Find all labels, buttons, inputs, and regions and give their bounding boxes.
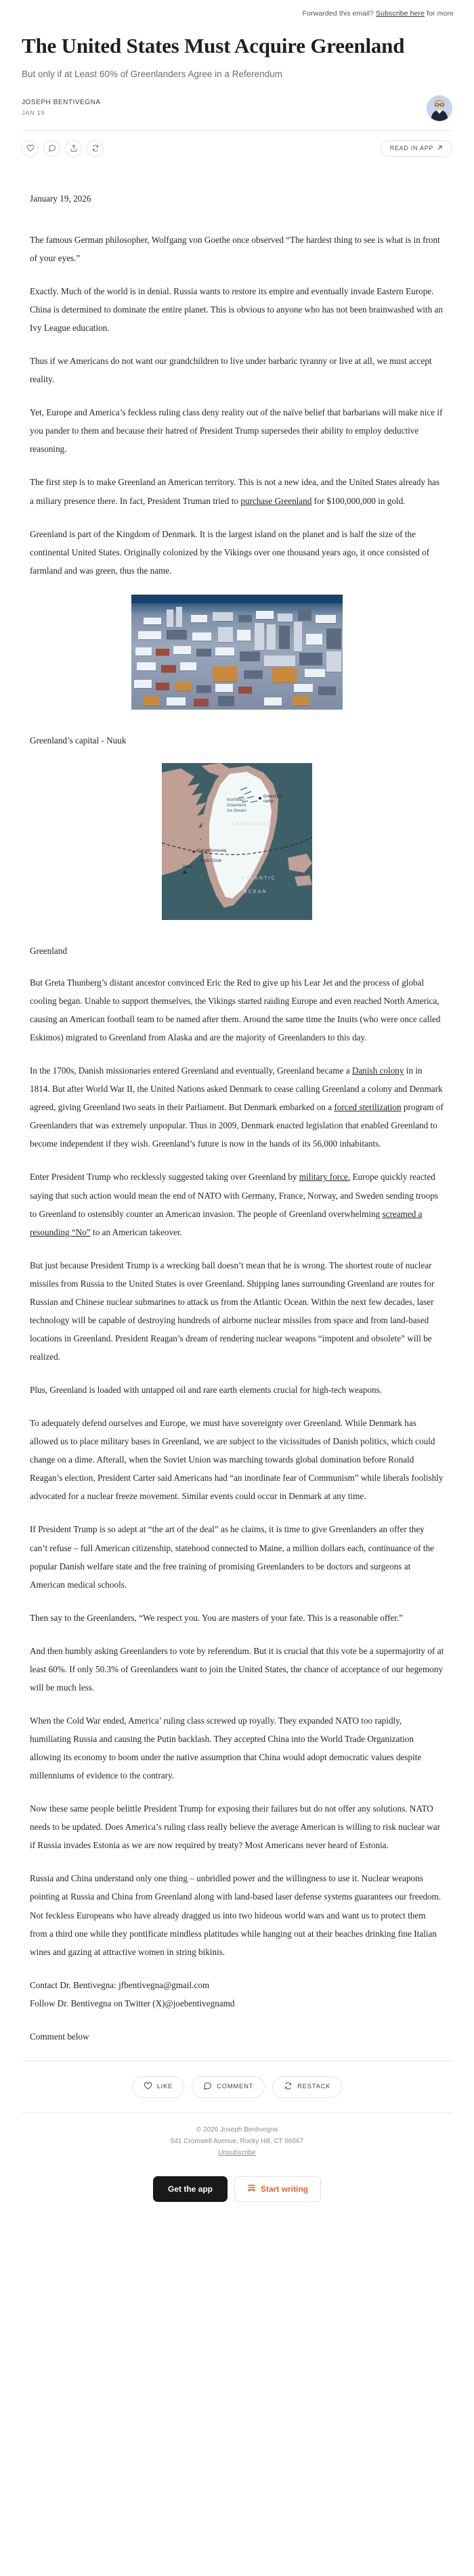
article-body [0, 166, 474, 2046]
colony-text-a: In the 1700s, Danish missionaries entered Greenland and eventually, Greenland became a [30, 1065, 352, 1076]
svg-text:OCEAN: OCEAN [243, 889, 267, 894]
resounding-no-link[interactable]: screamed a resounding “No” [30, 1208, 423, 1237]
svg-text:Arctic Circle: Arctic Circle [200, 858, 222, 863]
svg-text:Ice Stream: Ice Stream [227, 808, 247, 813]
comment-button[interactable] [43, 140, 60, 157]
bottom-like-label: LIKE [156, 2083, 173, 2091]
paragraph-truman [30, 473, 444, 509]
paragraph-referendum: And then humbly asking Greenlanders to vote by referendum. But it is crucial that this vote be a supermajority of at least 60%. If only 50.3% of Greenlanders want to join the United States, the chance of acceptance of our hegemony will be much less. [30, 1645, 444, 1693]
danish-colony-link[interactable]: Danish colony [351, 1065, 404, 1076]
forwarded-prefix: Forwarded this email? [302, 9, 374, 18]
heart-icon [26, 144, 35, 152]
byline [22, 95, 452, 131]
military-force-link[interactable]: military force. [299, 1172, 351, 1182]
restack-button[interactable] [87, 140, 104, 157]
action-bar [0, 131, 474, 166]
paragraph-oil-rare-earth: Plus, Greenland is loaded with untapped oil and rare earth elements crucial for high-tech weapons. [30, 1385, 382, 1396]
paragraph-russia-china: Russia and China understand only one thing – unbridled power and the willingness to use it. Nuclear weapons pointing at Russia and China from Greenland along with land-based laser defense systems guarantees our freedom. Not feckless Europeans who have already dragged us into two hideous world wars and want us to protect them from a third one while they pontificate mindless platitudes while hanging out at their beaches drinking fine Italian wines and gazing at attractive women in string bikinis. [30, 1873, 441, 1957]
colony-text-b: in in 1814. But after World War II, the United Nations asked Denmark to cease calling Greenland a colony and Denmark agreed, giving Greenland two seats in their Parliament. But Denmark embarked on a [30, 1065, 443, 1113]
caption-greenland: Greenland [30, 945, 67, 956]
paragraph-goethe: The famous German philosopher, Wolfgang von Goethe once observed “The hardest thing to see is what is in front of your eyes.” [30, 234, 440, 263]
footer-copyright: © 2026 Joseph Bentivegna [196, 2125, 278, 2134]
share-upload-icon [70, 144, 78, 152]
truman-text-after: for $100,000,000 in gold. [311, 495, 406, 506]
heart-icon [144, 2082, 152, 2092]
unsubscribe-link[interactable]: Unsubscribe [218, 2148, 256, 2157]
paragraph-trump-military [30, 1168, 444, 1241]
author-name[interactable]: JOSEPH BENTIVEGNA [22, 99, 101, 107]
bottom-like-button[interactable] [132, 2076, 184, 2098]
svg-text:GREENLAND: GREENLAND [231, 821, 273, 827]
read-in-app-button[interactable] [381, 140, 452, 157]
nuuk-photo [131, 595, 343, 710]
trump-text-c: to an American takeover. [90, 1226, 182, 1237]
paragraph-greta: But Greta Thunberg’s distant ancestor convinced Eric the Red to give up his Lear Jet and the process of global cooling began. Unable to support themselves, the Vikings started raiding Europe and even reached North America, causing an American football team to be named after them. Around the same time the Inuits (who were once called Eskimos) migrated to Greenland from Alaska and are the majority of Greenlanders to this day. [30, 977, 441, 1043]
svg-text:Northeast: Northeast [227, 798, 245, 802]
paragraph-cold-war: When the Cold War ended, America’ ruling class screwed up royally. They expanded NATO too rapidly, humiliating Russia and causing the Putin backlash. They accepted China into the World Trade Organization allowing its economy to boom under the native assumption that China would adopt democratic values despite millenniums of evidence to the contrary. [30, 1715, 422, 1781]
avatar[interactable] [427, 95, 452, 121]
bottom-comment-button[interactable] [192, 2076, 265, 2098]
post-date: JAN 19 [22, 110, 45, 118]
bottom-comment-label: COMMENT [217, 2083, 254, 2091]
trump-text-b: Europe quickly reacted saying that such action would mean the end of NATO with Germany, France, Norway, and Sweden sending troops to Greenland to ostensibly counter an American invasion. The people of Greenland overwhelming [30, 1172, 439, 1219]
svg-text:Nuuk: Nuuk [183, 864, 194, 869]
colony-text-c: program of Greenlanders that was extremely unpopular. Thus in 2009, Denmark enacted legislation that enabled Greenland to become independent if they wish. Greenland’s future is now in the hands of its 56,000 inhabitants. [30, 1102, 444, 1149]
svg-text:Kangerlussuaq: Kangerlussuaq [197, 848, 227, 853]
forced-sterilization-link[interactable]: forced sterilization [334, 1102, 402, 1113]
paragraph-reality: Thus if we Americans do not want our grandchildren to live under barbaric tyranny or live at all, we must accept reality. [30, 356, 432, 385]
action-icon-group [22, 140, 104, 157]
start-writing-label: Start writing [261, 2184, 309, 2194]
restack-icon [91, 144, 100, 152]
speech-bubble-icon [203, 2082, 212, 2092]
substack-icon [247, 2184, 256, 2194]
svg-text:Greenland: Greenland [227, 803, 246, 808]
paragraph-kingdom: Greenland is part of the Kingdom of Denmark. It is the largest island on the planet and is half the size of the continental United States. Originally colonized by the Vikings over one thousand years ago, it once consisted of farmland and was green, thus the name. [30, 528, 430, 576]
paragraph-ruling-class: Yet, Europe and America’s feckless ruling class deny reality out of the naïve belief that barbarians will make nice if you pander to them and because their hatred of President Trump supersedes their ability to employ deductive reasoning. [30, 407, 443, 455]
bottom-restack-label: RESTACK [297, 2083, 331, 2091]
paragraph-denial: Exactly. Much of the world is in denial. Russia wants to restore its empire and eventually invade Eastern Europe. China is determined to dominate the entire planet. This is obvious to anyone who has not been brainwashed with an Ivy League education. [30, 285, 443, 334]
svg-text:ATLANTIC: ATLANTIC [242, 875, 276, 881]
follow-line: Follow Dr. Bentivegna on Twitter (X)@joebentivegnamd [30, 1998, 235, 2008]
paragraph-nato-update: Now these same people belittle President Trump for exposing their failures but do not offer any solutions. NATO needs to be updated. Does America’s ruling class really believe the average American is willing to risk nuclear war if Russia invades Estonia as we are now required by treaty? Most Americans never heard of Estonia. [30, 1803, 441, 1851]
svg-text:GreenDrill: GreenDrill [263, 794, 282, 799]
forwarded-banner [0, 0, 474, 18]
svg-text:camp: camp [263, 799, 274, 804]
paragraph-comment-below: Comment below [30, 2031, 89, 2042]
paragraph-art-of-deal: If President Trump is so adept at “the art of the deal” as he claims, it is time to give Greenlanders an offer they can’t refuse – full American citizenship, statehood connected to Maine, a million dollars each, continuance of the popular Danish welfare state and the free training of promising Greenlanders to be doctors and surgeons at American medical schools. [30, 1524, 435, 1590]
article-dateline: January 19, 2026 [30, 193, 91, 204]
paragraph-danish-colony [30, 1061, 444, 1153]
byline-text [22, 99, 101, 117]
truman-text-before: The first step is to make Greenland an American territory. This is not a new idea, and the United States already has a miliary presence there. In fact, President Truman tried to [30, 477, 439, 506]
subscribe-here-link[interactable]: Subscribe here [376, 9, 425, 18]
page-title: The United States Must Acquire Greenland [22, 34, 405, 58]
footer-address: 541 Cromwell Avenue, Rocky Hill, CT 06067 [170, 2137, 304, 2145]
figure-greenland-map [30, 763, 444, 960]
paragraph-defend: To adequately defend ourselves and Europe, we must have sovereignty over Greenland. While Denmark has allowed us to place military bases in Greenland, we are subject to the vicissitudes of Danish politics, which could change on a dime. Afterall, when the Soviet Union was marching towards global domination before Ronald Reagan’s election, President Carter said Americans had “an inordinate fear of Communism” while liberals foolishly advocated for a nuclear freeze movement. Similar events could occur in Denmark at any time. [30, 1418, 444, 1502]
contact-line: Contact Dr. Bentivegna: jfbentivegna@gmail.com [30, 1979, 210, 1990]
figure-nuuk [30, 595, 444, 750]
speech-bubble-icon [48, 144, 56, 152]
paragraph-respect: Then say to the Greenlanders, “We respect you. You are masters of your fate. This is a reasonable offer.” [30, 1612, 404, 1623]
paragraph-contact [30, 1976, 444, 2013]
arrow-up-right-icon [437, 145, 443, 152]
footer [0, 2113, 474, 2171]
bottom-restack-button[interactable] [272, 2076, 342, 2098]
get-the-app-button[interactable]: Get the app [153, 2176, 228, 2202]
caption-nuuk: Greenland’s capital - Nuuk [30, 735, 127, 745]
forwarded-suffix: for more [427, 9, 454, 18]
post-header [0, 18, 474, 131]
share-button[interactable] [65, 140, 82, 157]
paragraph-wrecking-ball: But just because President Trump is a wrecking ball doesn’t mean that he is wrong. The shortest route of nuclear missiles from Russia to the United States is over Greenland. Shipping lanes surrounding Greenland are routes for Russian and Chinese nuclear submarines to attack us from the Atlantic Ocean. Within the next few decades, laser technology will be capable of destroying hundreds of airborne nuclear missiles from space and from land-based locations in Greenland. President Reagan’s dream of rendering nuclear weapons “impotent and obsolete” will be realized. [30, 1260, 435, 1362]
like-button[interactable] [22, 140, 39, 157]
footer-buttons [0, 2171, 474, 2220]
trump-text-a: Enter President Trump who recklessly suggested taking over Greenland by [30, 1172, 299, 1182]
greenland-map [162, 763, 312, 920]
purchase-greenland-link[interactable]: purchase Greenland [240, 495, 312, 506]
post-subtitle: But only if at Least 60% of Greenlanders Agree in a Referendum [22, 68, 282, 79]
read-in-app-label: READ IN APP [389, 145, 433, 152]
bottom-action-bar [0, 2061, 474, 2113]
start-writing-button[interactable] [234, 2176, 321, 2202]
restack-icon [284, 2082, 293, 2092]
